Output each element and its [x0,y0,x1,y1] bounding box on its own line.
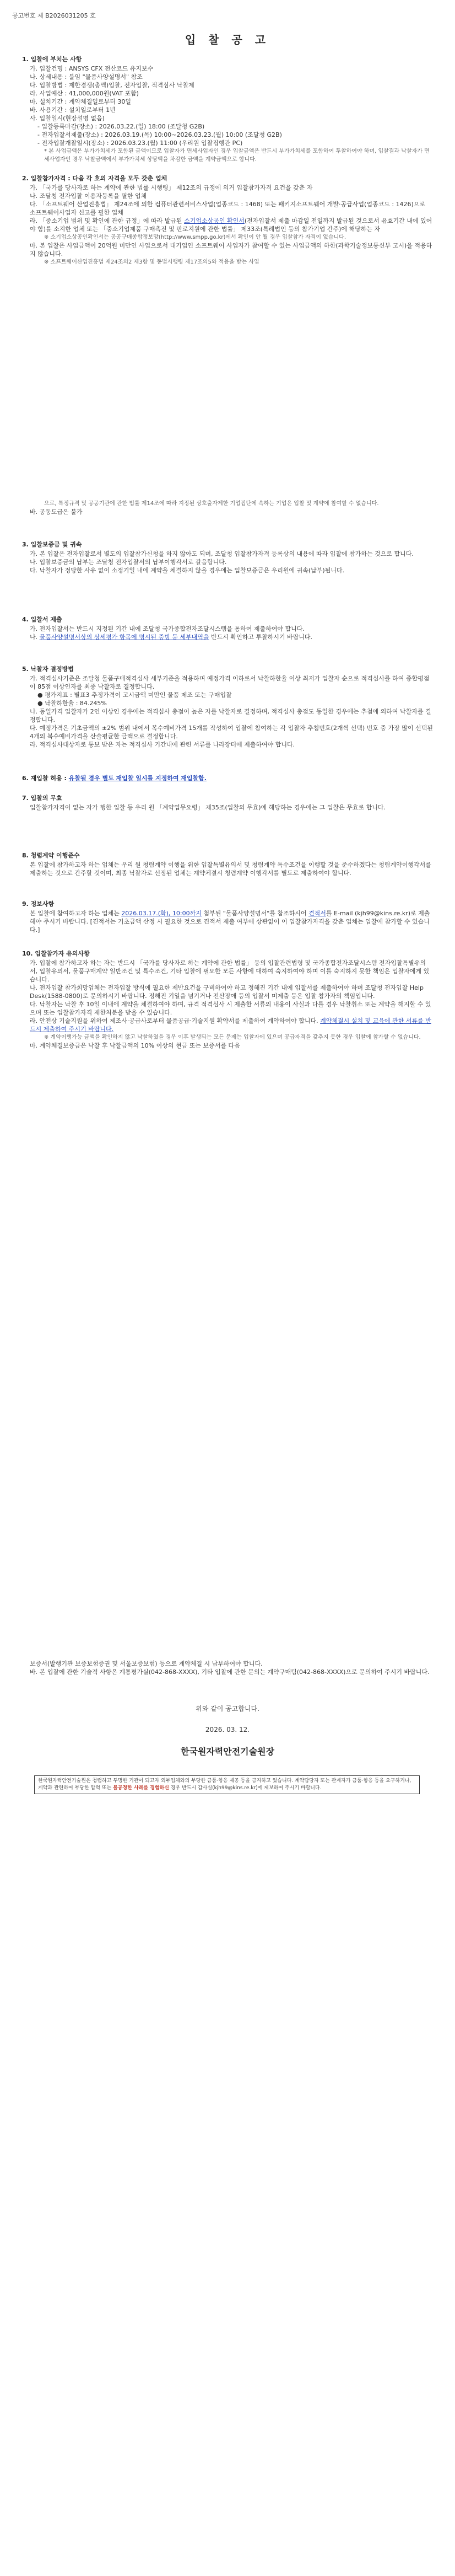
item-ra [22,217,433,233]
section-heading: 5. 낙찰자 결정방법 [22,666,74,673]
item-na-suffix: 반드시 확인하고 투찰하시기 바랍니다. [209,634,313,641]
item-sa-2: - 전자입찰서제출(장소) : 2026.03.19.(목) 10:00~2026.03.23.(월) 10:00 (조달청 G2B) [37,131,282,138]
section-10 [22,949,433,1050]
item-ra-note: ※ 계약이행가능 금액을 확인하지 않고 낙찰하였을 경우 이후 발생되는 모든 문제는 입찰자에 있으며 공급자격을 갖추지 못한 경우 입찰에 참가할 수 없습니다. [44,1034,421,1040]
item-ma: 마. 본 입찰은 사업금액이 20억원 미만인 사업으로서 대기업인 소프트웨어 사업자가 참여할 수 있는 사업금액의 하한(과학기술정보통신부 고시)을 적용하지 않습니다. [30,242,432,257]
integrity-notice-box [34,1775,420,1794]
item-na: 나. 동일가격 입찰자가 2인 이상인 경우에는 적격심사 총점이 높은 자를 낙찰자로 결정하며, 적격심사 총점도 동일한 경우에는 추첨에 의하여 낙찰자를 결정합니다. [30,708,431,723]
item-ra-text: 라. 「중소기업 범위 및 확인에 관한 규정」에 따라 발급된 [30,217,185,224]
item-ba-note: ※ 소프트웨어산업진흥법 제24조의2 제3항 및 동법시행령 제17조의5와 적용을 받는 사업 [44,259,259,265]
notice-date: 2026. 03. 12. [205,1726,250,1734]
item-na-prefix: 나. [30,634,40,641]
item-sa: 사. 입찰일시(현장설명 없음) [30,115,105,122]
item-na: 나. 조달청 전자입찰 이용자등록을 필한 업체 [30,192,147,200]
item-da: 다. 「소프트웨어 산업진흥법」 제24조에 의한 컴퓨터관련서비스사업(업종코드 : 1468) 또는 패키지소프트웨어 개발·공급사업(업종코드 : 1426)으로 소프트웨어사업자 신고를 필한 업체 [30,201,426,216]
section-heading: 2. 입찰참가자격 : 다음 각 호의 자격을 모두 갖춘 업체 [22,175,167,182]
item-ga: 가. 전자입찰서는 반드시 지정된 기간 내에 조달청 국가종합전자조달시스템을 통하여 제출하여야 합니다. [30,625,305,632]
item-da: 다. 예정가격은 기초금액의 ±2% 범위 내에서 복수예비가격 15개를 작성하여 입찰에 참여하는 각 입찰자 추첨번호(2개씩 선택) 번호 중 가장 많이 선택된 4개의 복수예비가격을 산술평균한 금액으로 결정합니다. [30,724,433,740]
section-8 [22,851,433,877]
item-ra-text-2: (전자입찰서 제출 마감일 전일까지 발급된 것으로서 유효기간 내에 있어야 함)를 소지한 업체 또는 「중소기업제품 구매촉진 및 판로지원에 관한 법률」 제33조(특례법인 등의 참가기업 간주)에 해당하는 자 [30,217,432,233]
item-ra-note: ※ 소기업소상공인확인서는 공공구매종합정보망(http://www.smpp.go.kr)에서 확인이 안 될 경우 입찰참가 자격이 없습니다. [44,234,346,240]
item-ga: 가. 입찰건명 : ANSYS CFX 전산코드 유지보수 [30,65,154,72]
section-heading [22,774,433,782]
item-ga-prefix: 본 입찰에 참여하고자 하는 업체는 [30,910,122,917]
section-heading: 7. 입찰의 무효 [22,795,62,802]
closing-text: 위와 같이 공고합니다. [196,1705,259,1713]
item-sa-note: * 본 사업금액은 부가가치세가 포함된 금액이므로 입찰자가 면세사업자인 경우 입찰금액은 반드시 부가가치세를 포함하여 투찰하여야 하며, 입찰결과 낙찰자가 면세사업자인 경우 낙찰금액에서 부가가치세 상당액을 차감한 금액을 계약금액으로 합니다. [44,148,430,163]
item-ra: 라. 사업예산 : 41,000,000원(VAT 포함) [30,90,139,97]
item-ga: 가. 적격심사기준은 조달청 물품구매적격심사 세부기준을 적용하며 예정가격 이하로서 낙찰하한율 이상 최저가 입찰자 순으로 적격심사를 하여 종합평점이 85점 이상인자를 최종 낙찰자로 결정합니다. [30,675,430,690]
sme-certificate-link[interactable]: 소기업소상공인 확인서 [184,217,245,224]
integrity-notice-text: 한국원자력안전기술원은 청렴하고 투명한 기관이 되고자 외부업체와의 부당한 금품·향응 제공 등을 금지하고 있습니다. 계약담당자 또는 관계자가 금품·향응 등을 요구하거나, 계약과 관련하여 부당한 압력 또는 불공정한 사례를 경험하신 경우 반드시 감사실(kjh99@kins.re.kr)에 제보하여 주시기 바랍니다. [38,1778,411,1791]
contract-docs-link[interactable]: 계약체결시 설치 및 교육에 관한 서류를 반드시 제출하여 주시기 바랍니다. [30,1017,431,1033]
section-6 [22,774,433,783]
section-5 [22,665,433,749]
quote-deadline: 2026.03.17.(화), 10:00까지 [121,910,202,917]
item-ba: 바. 사용기간 : 설치일로부터 1년 [30,106,116,114]
item-ga: 가. 본 입찰은 전자입찰로서 별도의 입찰참가신청을 하지 않아도 되며, 조달청 입찰참가자격 등록상의 내용에 따라 입찰에 참가하는 것으로 합니다. [30,550,414,557]
spec-detail-link[interactable]: 물품사양설명서상의 상세평가 항목에 명시된 증빙 등 세부내역을 [39,634,209,641]
item-ma: 마. 계약체결보증금은 낙찰 후 낙찰금액의 10% 이상의 현금 또는 보증서를 다음 [30,1042,240,1049]
item-sa: 바. 공동도급은 불가 [30,508,83,516]
item-sa-3: - 전자입찰개찰일시(장소) : 2026.03.23.(월) 11:00 (우리원 입찰집행관 PC) [37,139,243,147]
issuing-organization: 한국원자력안전기술원장 [180,1746,275,1757]
section-2 [22,174,433,266]
item-da: 다. 낙찰자가 정당한 사유 없이 소정기일 내에 계약을 체결하지 않을 경우에는 입찰보증금은 우리원에 귀속(납부)됩니다. [30,567,345,574]
section-2-continued [22,500,433,516]
section-heading: 3. 입찰보증금 및 귀속 [22,541,82,548]
item-ma-2: 보증서(발행기관 보증보험증권 및 서울보증보험) 등으로 계약체결 시 납부하여야 합니다. [30,1660,263,1667]
item-na [22,633,433,641]
section-heading: 4. 입찰서 제출 [22,616,62,623]
section-1 [22,55,433,164]
item-ga: 입찰참가자격이 없는 자가 행한 입찰 등 우리 원 「계약업무요령」 제35조(입찰의 무효)에 해당하는 경우에는 그 입찰은 무효로 합니다. [30,804,386,811]
section-heading: 8. 청렴계약 이행준수 [22,852,80,859]
item-na: 나. 전자입찰 참가희망업체는 전자입찰 방식에 필요한 제반요건을 구비하여야 하고 정해진 기간 내에 입찰서를 제출하여야 하며 조달청 전자입찰 Help Desk(1588-0800)로 문의하시기 바랍니다. 정해진 기일을 넘기거나 전산장애 등의 입찰서 미제출 등은 입찰 참가자의 책임입니다. [30,984,424,1000]
item-ba-note-2: 으로, 특정규격 및 공공기관에 관한 법률 제14조에 따라 지정된 상호출자제한 기업집단에 속하는 기업은 입찰 및 계약에 참여할 수 없습니다. [44,501,379,507]
rebid-link[interactable]: 유찰될 경우 별도 재입찰 일시를 지정하여 재입찰함. [68,775,207,782]
item-da: 다. 낙찰자는 낙찰 후 10일 이내에 계약을 체결하여야 하며, 규격 적격심사 시 제출한 서류의 내용이 사실과 다를 경우 낙찰취소 또는 계약을 해지할 수 있으며 또는 입찰참가자격 제한처분을 받을 수 있습니다. [30,1001,431,1016]
item-ga [22,909,433,934]
item-ma: 마. 설치기간 : 계약체결일로부터 30일 [30,98,131,105]
item-ra-text: 라. 안전상 기술지원을 위하여 제조사·공급사로부터 물품공급·기술지원 확약서를 제출하여 계약하여야 합니다. [30,1017,318,1024]
item-sa-1: - 입찰등록마감(장소) : 2026.03.22.(일) 18:00 (조달청 G2B) [37,123,205,130]
notice-number: 공고번호 제 B2026031205 호 [12,12,96,19]
item-ga-suffix: 를 E-mail (kjh99@kins.re.kr)로 제출해야 주시기 바랍니다. [견적서는 기초금액 산정 시 필요한 것으로 견적서 제출 여부에 상관없이 이 입찰참가자격을 갖춘 업체는 입찰에 참가할 수 있습니다.] [30,910,430,933]
section-heading: 10. 입찰참가자 유의사항 [22,950,90,957]
item-da: 다. 입찰방법 : 제한경쟁(총액)입찰, 전자입찰, 적격심사 낙찰제 [30,82,194,89]
section-heading: 1. 입찰에 부치는 사항 [22,56,82,63]
item-ga-mid: 첨부된 "물품사양설명서"를 참조하시어 [201,910,309,917]
section-7 [22,794,433,812]
item-ba: 바. 본 입찰에 관한 기술적 사항은 계통평가실(042-868-XXXX), 기타 입찰에 관한 문의는 계약구매팀(042-868-XXXX)으로 문의하여 주시기 바랍니다. [30,1668,430,1676]
item-ga: 가. 「국가를 당사자로 하는 계약에 관한 법률 시행령」 제12조의 규정에 의거 입찰참가자격 요건을 갖춘 자 [30,184,313,191]
item-ga: 본 입찰에 참가하고자 하는 업체는 우리 원 청렴계약 이행을 위한 입찰특별유의서 및 청렴계약 특수조건을 이행할 것을 준수하겠다는 청렴계약이행각서를 제출하는 것으로 간주할 것이며, 최종 낙찰자로 선정된 업체는 계약체결시 청렴계약 이행각서를 별도로 제출하여야 합니다. [30,861,431,877]
item-ga-2: ● 낙찰하한율 : 84.245% [37,700,107,707]
item-na: 나. 입찰보증금의 납부는 조달청 전자입찰서의 납부이행각서로 갈음합니다. [30,559,227,566]
item-ra: 라. 적격심사대상자로 통보 받은 자는 적격심사 기간내에 관련 서류를 나라장터에 제출하여야 합니다. [30,741,295,748]
section-heading: 9. 정보사항 [22,900,55,908]
integrity-highlight: 불공정한 사례를 경험하신 [113,1785,169,1791]
item-ra [22,1017,433,1033]
quote-link[interactable]: 견적서 [308,910,326,917]
item-na: 나. 상세내용 : 붙임 "물품사양설명서" 참조 [30,73,143,80]
item-ga: 가. 입찰에 참가하고자 하는 자는 반드시 「국가를 당사자로 하는 계약에 관한 법률」 등의 입찰관련법령 및 국가종합전자조달시스템 전자입찰특별유의서, 입찰유의서, 물품구매계약 일반조건 및 특수조건, 기타 입찰에 필요한 모든 사항에 대하여 숙지하여야 하며 이를 숙지하지 못한 책임은 입찰자에게 있습니다. [30,959,430,983]
section-9 [22,900,433,934]
section-3 [22,540,433,575]
page-title: 입 찰 공 고 [185,33,270,46]
item-ga-1: ● 평가지표 : 별표3 추정가격이 고시금액 미만인 물품 제조 또는 구매입찰 [37,691,232,699]
section-4 [22,615,433,641]
section-10-continued [22,1660,433,1676]
section-heading-prefix: 6. 재입찰 허용 : [22,775,69,782]
